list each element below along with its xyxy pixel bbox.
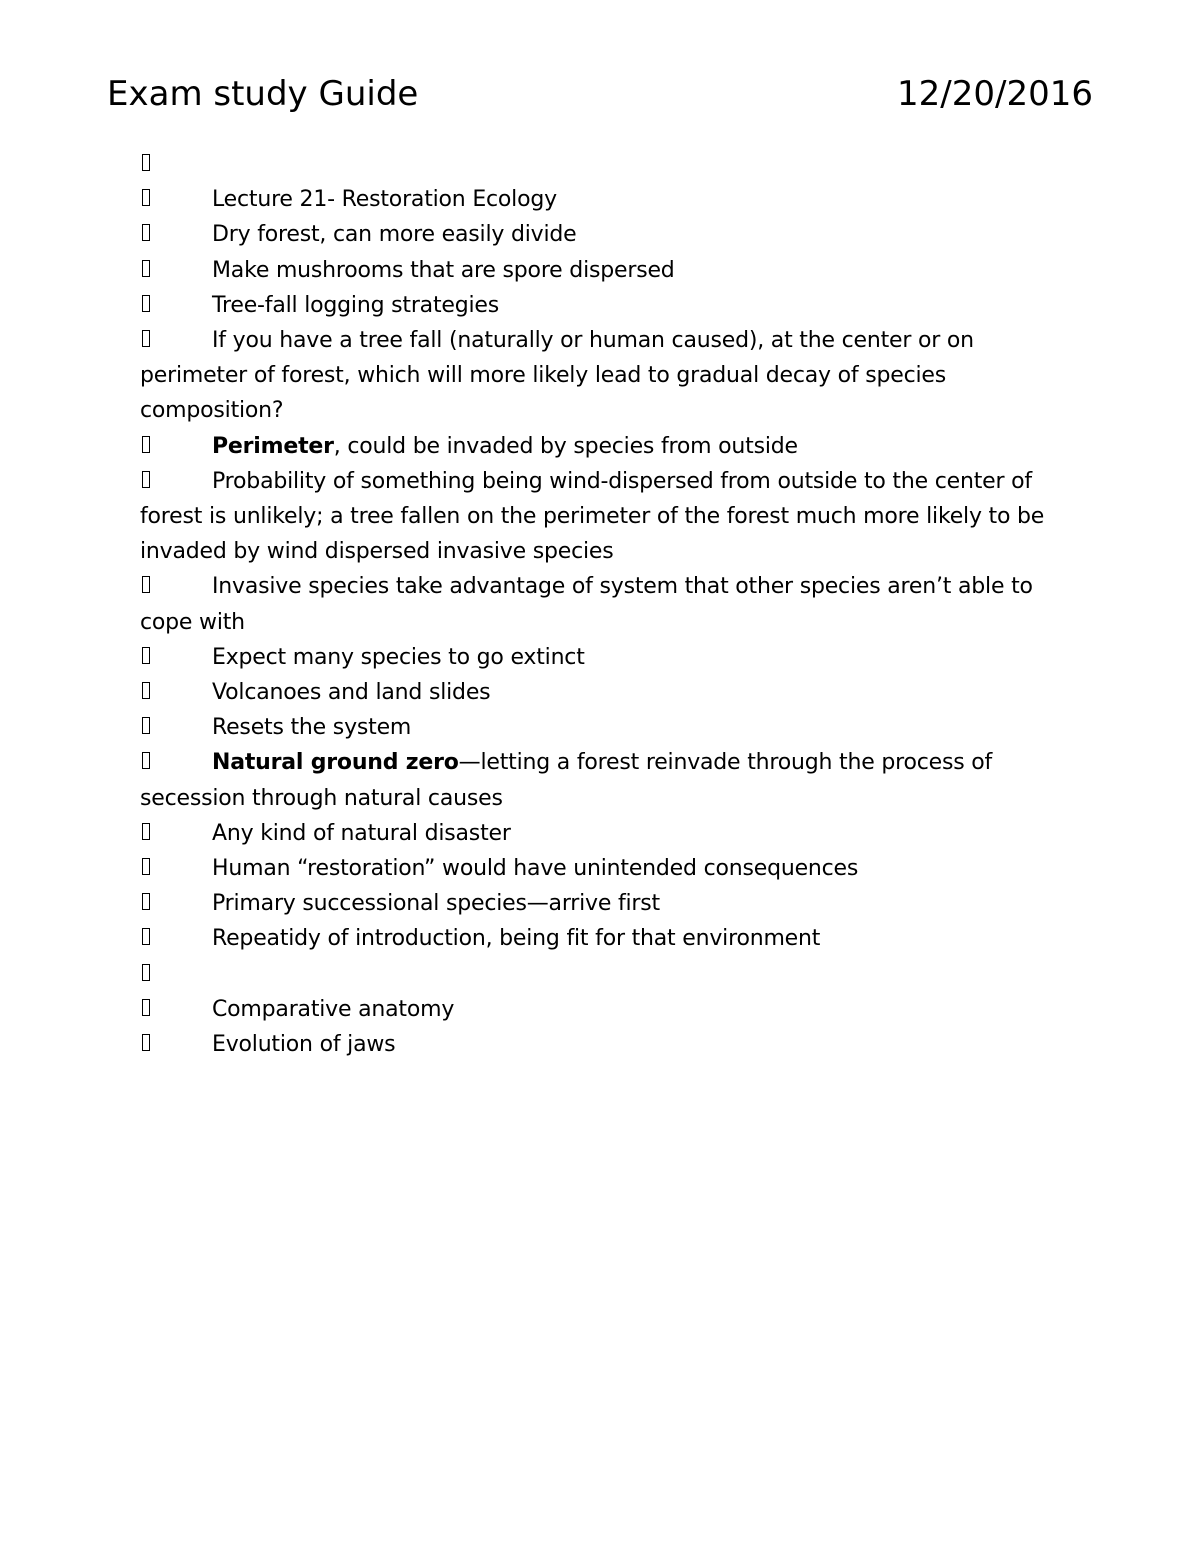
note-text: Comparative anatomy <box>212 996 455 1022</box>
note-item <box>140 816 1075 851</box>
bullet-box-icon <box>140 288 212 323</box>
bullet-box-icon <box>140 182 212 217</box>
note-item <box>140 182 1075 217</box>
note-text: Tree-fall logging strategies <box>212 292 499 318</box>
bullet-box-icon <box>140 1027 212 1062</box>
bullet-box-icon <box>140 429 212 464</box>
note-text: Dry forest, can more easily divide <box>212 222 577 248</box>
bullet-box-icon <box>140 217 212 252</box>
note-item <box>140 429 1075 464</box>
note-text: Lecture 21- Restoration Ecology <box>212 187 557 213</box>
note-text: , could be invaded by species from outside <box>333 433 798 459</box>
page-header <box>107 68 1093 120</box>
note-item <box>140 464 1075 570</box>
bullet-box-icon <box>140 745 212 780</box>
note-text: Any kind of natural disaster <box>212 820 511 846</box>
note-text: Invasive species take advantage of system that other species aren’t able to cope with <box>140 574 1033 635</box>
note-item <box>140 147 1075 182</box>
note-text: Primary successional species—arrive first <box>212 891 660 917</box>
note-bold-term: Natural ground zero <box>212 750 459 776</box>
note-item <box>140 851 1075 886</box>
page-date: 12/20/2016 <box>897 74 1093 114</box>
note-text: Evolution of jaws <box>212 1032 396 1058</box>
note-text: Probability of something being wind-dispersed from outside to the center of forest is unlikely; a tree fallen on the perimeter of the forest much more likely to be invaded by wind dispersed invasive species <box>140 468 1045 565</box>
bullet-box-icon <box>140 710 212 745</box>
note-text: Expect many species to go extinct <box>212 644 585 670</box>
note-item <box>140 569 1075 639</box>
bullet-box-icon <box>140 253 212 288</box>
bullet-box-icon <box>140 851 212 886</box>
note-item <box>140 745 1075 815</box>
bullet-box-icon <box>140 464 212 499</box>
bullet-box-icon <box>140 816 212 851</box>
notes-list <box>140 147 1075 1062</box>
note-item <box>140 253 1075 288</box>
bullet-box-icon <box>140 992 212 1027</box>
note-item <box>140 921 1075 956</box>
note-item <box>140 992 1075 1027</box>
note-text: If you have a tree fall (naturally or human caused), at the center or on perimeter of forest, which will more likely lead to gradual decay of species composition? <box>140 328 974 424</box>
bullet-box-icon <box>140 569 212 604</box>
note-item <box>140 675 1075 710</box>
note-bold-term: Perimeter <box>212 433 334 459</box>
note-item <box>140 288 1075 323</box>
bullet-box-icon <box>140 921 212 956</box>
bullet-box-icon <box>140 957 212 992</box>
note-text: Volcanoes and land slides <box>212 680 491 706</box>
note-text: Resets the system <box>212 715 412 741</box>
bullet-box-icon <box>140 323 212 358</box>
note-item <box>140 323 1075 429</box>
note-item <box>140 710 1075 745</box>
note-text: Repeatidy of introduction, being fit for that environment <box>212 926 821 952</box>
note-text: Make mushrooms that are spore dispersed <box>212 257 675 283</box>
bullet-box-icon <box>140 147 212 182</box>
note-item <box>140 217 1075 252</box>
bullet-box-icon <box>140 675 212 710</box>
page-title: Exam study Guide <box>107 74 419 114</box>
note-item <box>140 886 1075 921</box>
note-item <box>140 640 1075 675</box>
bullet-box-icon <box>140 640 212 675</box>
note-text: —letting a forest reinvade through the process of secession through natural causes <box>140 750 993 811</box>
note-text: Human “restoration” would have unintended consequences <box>212 856 859 882</box>
note-item <box>140 957 1075 992</box>
bullet-box-icon <box>140 886 212 921</box>
note-item <box>140 1027 1075 1062</box>
